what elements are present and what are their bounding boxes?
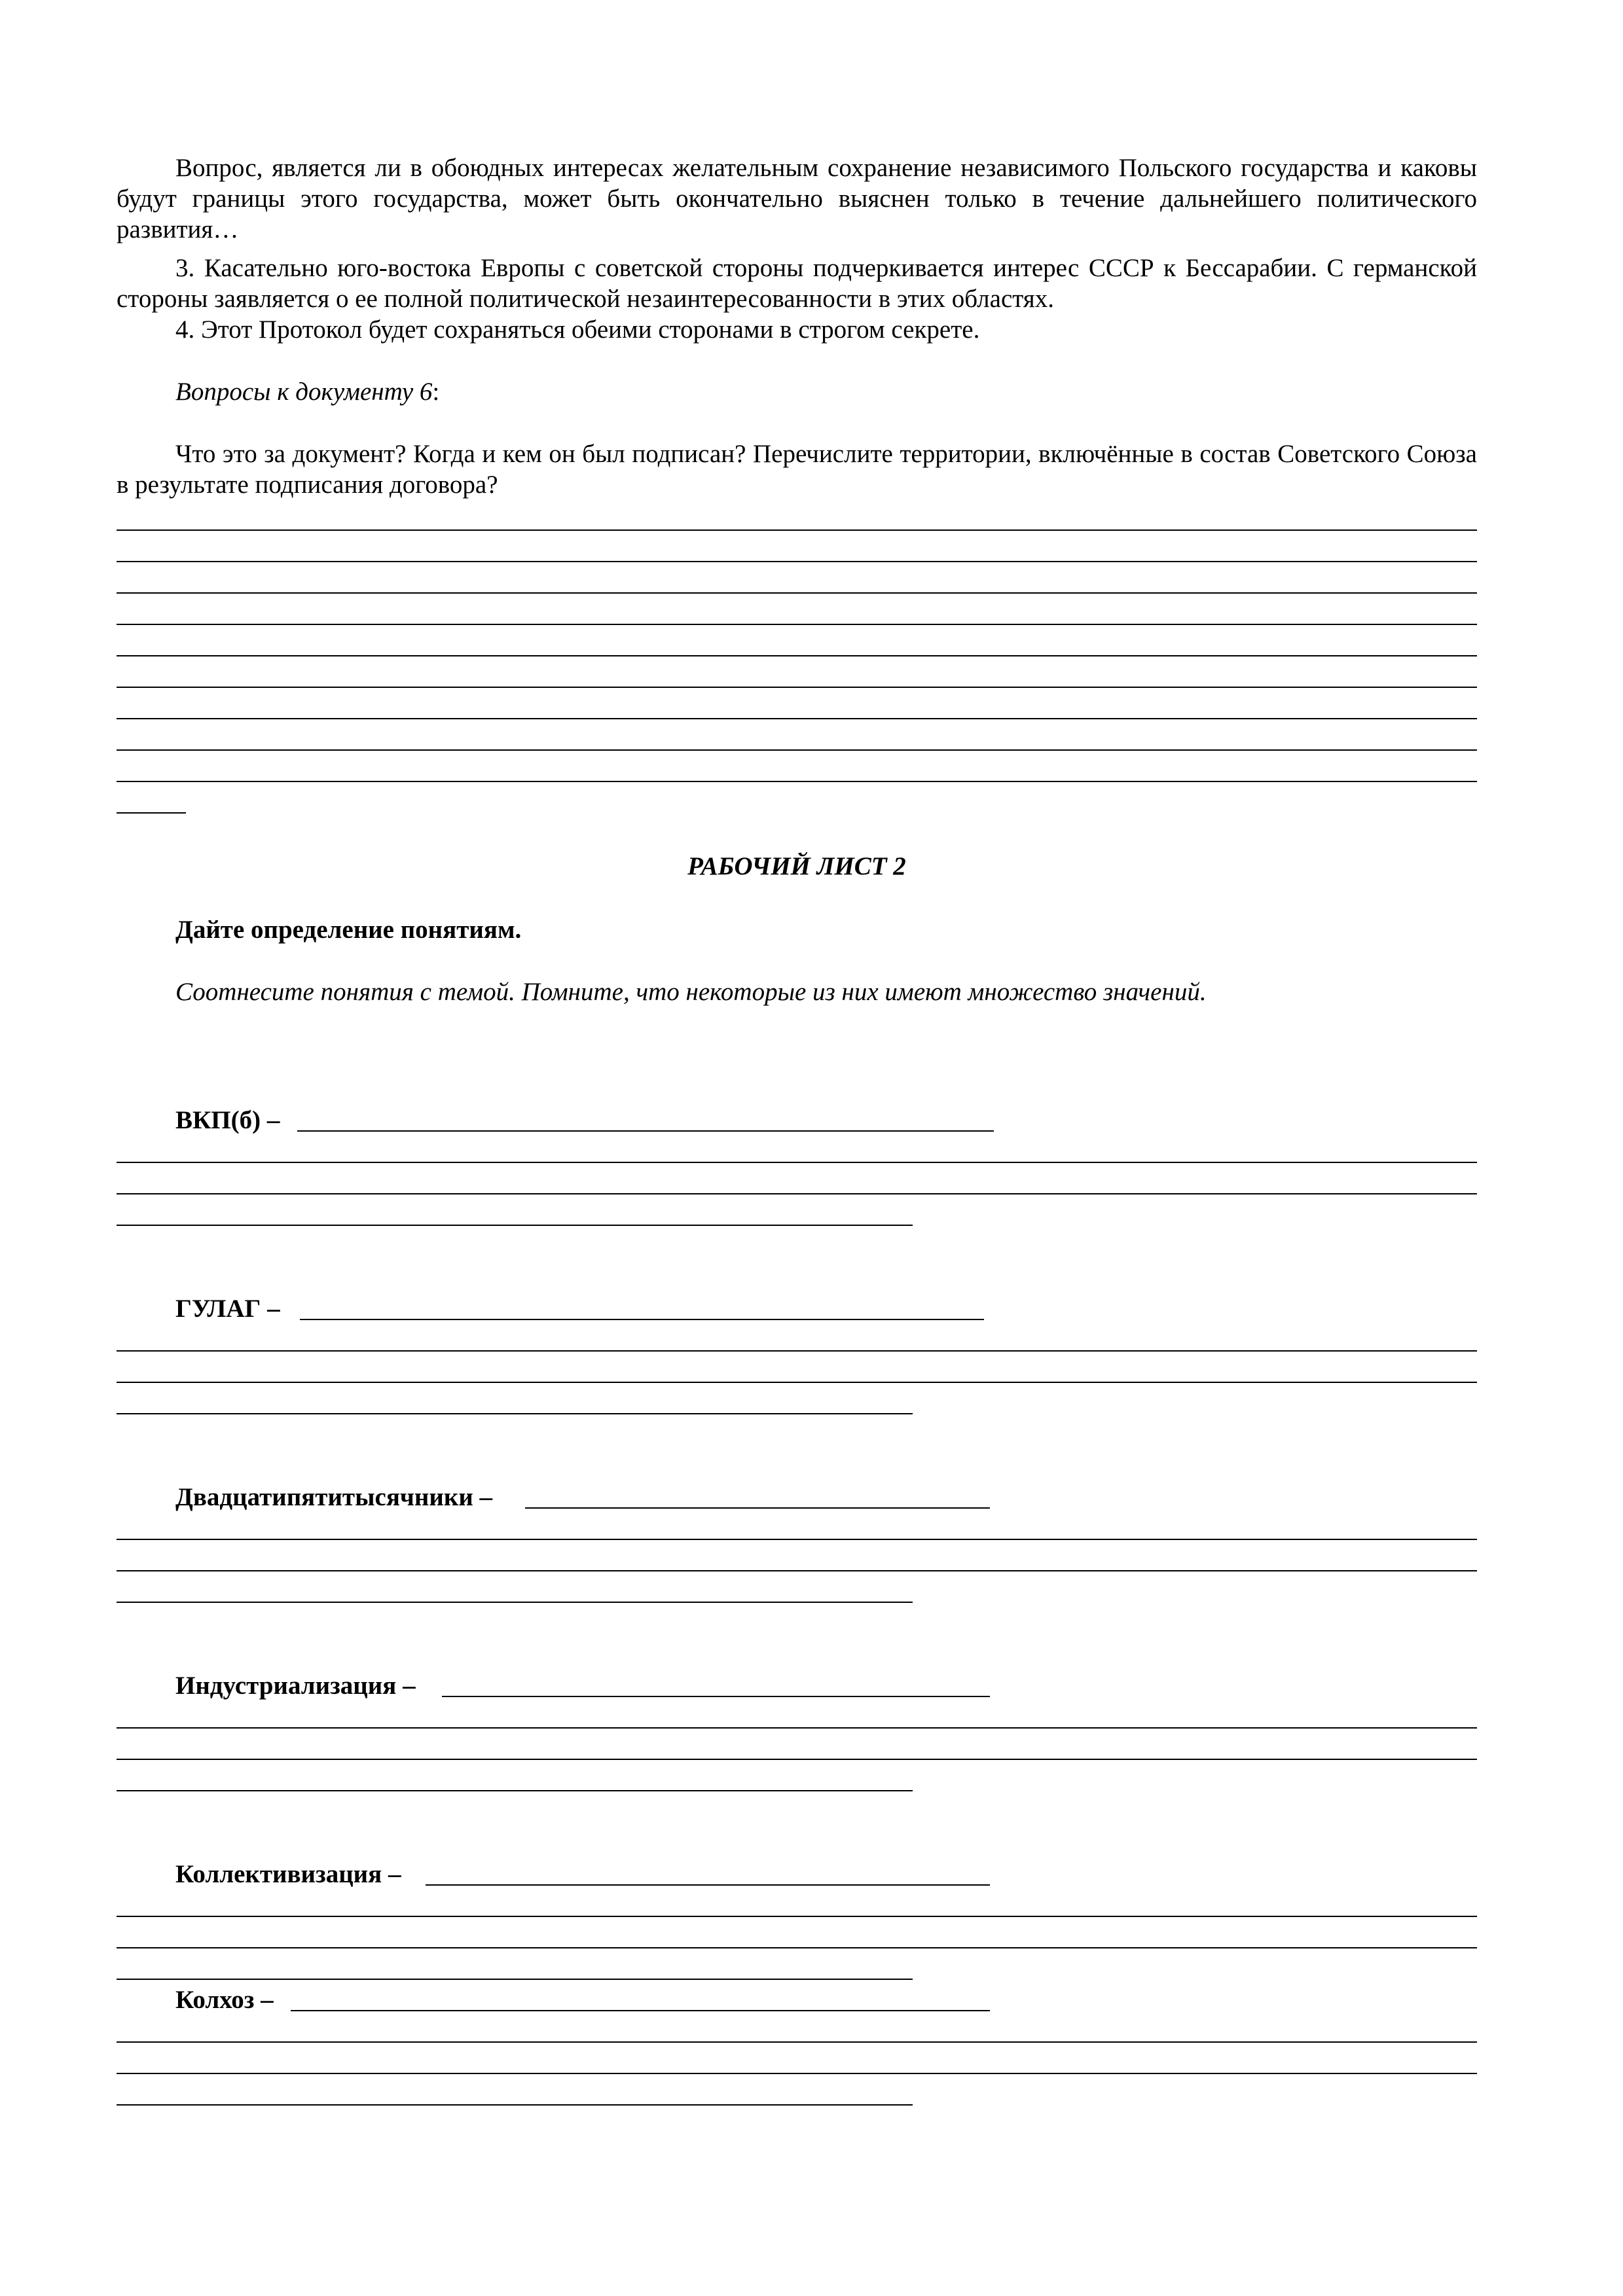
definition-line[interactable] <box>117 1727 1477 1729</box>
definition-line[interactable] <box>117 1947 1477 1948</box>
worksheet-hint: Соотнесите понятия с темой. Помните, что некоторые из них имеют множество значений. <box>175 978 1207 1006</box>
definition-line[interactable] <box>117 1570 1477 1571</box>
definition-line[interactable] <box>426 1884 990 1886</box>
answer-line-short[interactable] <box>117 812 186 814</box>
definition-line[interactable] <box>117 1413 913 1414</box>
protocol-item-3: 3. Касательно юго-востока Европы с советской стороны подчеркивается интерес СССР к Бессарабии. С германской стороны заявляется о ее полной политической незаинтересованности в этих областях. <box>117 254 1477 313</box>
definition-line[interactable] <box>300 1319 984 1320</box>
definition-line[interactable] <box>291 2010 990 2011</box>
definition-line[interactable] <box>117 1382 1477 1383</box>
term-label-twentyfive-thousanders: Двадцатипятитысячники – <box>175 1483 493 1511</box>
questions-heading: Вопросы к документу 6 <box>175 378 433 406</box>
definition-line[interactable] <box>525 1507 990 1509</box>
definition-line[interactable] <box>442 1696 990 1697</box>
answer-line[interactable] <box>117 718 1477 719</box>
definition-line[interactable] <box>117 1979 913 1980</box>
term-label-kolkhoz: Колхоз – <box>175 1986 274 2014</box>
questions-text: Что это за документ? Когда и кем он был подписан? Перечислите территории, включённые в состав Советского Союза в результате подписания договора? <box>117 440 1477 499</box>
worksheet-instruction: Дайте определение понятиям. <box>175 916 522 944</box>
worksheet-title: РАБОЧИЙ ЛИСТ 2 <box>687 852 906 880</box>
definition-line[interactable] <box>117 1916 1477 1917</box>
definition-line[interactable] <box>117 1193 1477 1194</box>
definition-line[interactable] <box>117 1539 1477 1540</box>
definition-line[interactable] <box>117 2041 1477 2043</box>
answer-line[interactable] <box>117 687 1477 688</box>
term-label-collectivization: Коллективизация – <box>175 1860 401 1888</box>
definition-line[interactable] <box>117 1350 1477 1352</box>
answer-line[interactable] <box>117 749 1477 751</box>
definition-line[interactable] <box>117 1759 1477 1760</box>
answer-line[interactable] <box>117 561 1477 562</box>
answer-line[interactable] <box>117 624 1477 625</box>
term-label-vkpb: ВКП(б) – <box>175 1106 280 1134</box>
definition-line[interactable] <box>117 1162 1477 1163</box>
definition-line[interactable] <box>297 1130 994 1132</box>
answer-line[interactable] <box>117 655 1477 656</box>
answer-line[interactable] <box>117 592 1477 594</box>
protocol-paragraph: Вопрос, является ли в обоюдных интересах желательным сохранение независимого Польского государства и каковы будут границы этого государства, может быть окончательно выяснен только в течение дальнейшего политического развития… <box>117 154 1477 243</box>
questions-heading-colon: : <box>432 378 440 406</box>
definition-line[interactable] <box>117 1225 913 1226</box>
term-label-industrialization: Индустриализация – <box>175 1672 416 1700</box>
definition-line[interactable] <box>117 2104 913 2106</box>
term-label-gulag: ГУЛАГ – <box>175 1295 280 1323</box>
definition-line[interactable] <box>117 1602 913 1603</box>
definition-line[interactable] <box>117 1790 913 1791</box>
answer-line[interactable] <box>117 781 1477 782</box>
definition-line[interactable] <box>117 2073 1477 2074</box>
answer-line[interactable] <box>117 529 1477 531</box>
questions-heading-line <box>117 376 1477 407</box>
protocol-item-4: 4. Этот Протокол будет сохраняться обеими сторонами в строгом секрете. <box>175 315 980 344</box>
